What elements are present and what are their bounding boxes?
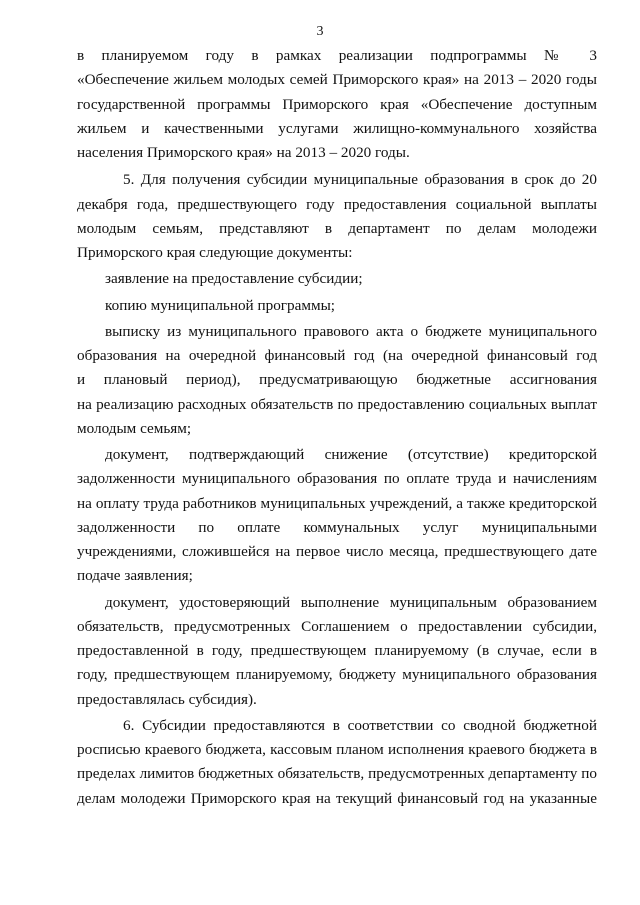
document-body — [77, 44, 597, 811]
text-line: заявление на предоставление субсидии; — [105, 270, 363, 288]
text-line: и плановый период), предусматривающую бюджетные ассигнования — [77, 371, 597, 389]
text-line: году, предшествующем планируемому, бюджету муниципального образования — [77, 666, 597, 684]
text-line: на оплату труда работников муниципальных учреждений, а также кредиторской — [77, 494, 597, 512]
text-line: населения Приморского края» на 2013 – 2020 годы. — [77, 144, 410, 161]
text-line: в планируемом году в рамках реализации подпрограммы № 3 — [77, 47, 597, 64]
text-line: 6. Субсидии предоставляются в соответствии со сводной бюджетной — [123, 716, 597, 734]
text-line: государственной программы Приморского края «Обеспечение доступным — [77, 95, 597, 113]
text-line: «Обеспечение жильем молодых семей Приморского края» на 2013 – 2020 годы — [77, 71, 597, 89]
text-line: предоставленной в году, предшествующем планируемому (в случае, если в — [77, 642, 597, 659]
text-line: образования на очередной финансовый год (на очередной финансовый год — [77, 347, 597, 364]
text-line: молодым семьям; — [77, 419, 192, 437]
text-line: документ, подтверждающий снижение (отсутствие) кредиторской — [105, 446, 597, 463]
text-line: пределах лимитов бюджетных обязательств, предусмотренных департаменту по — [77, 765, 597, 783]
text-line: выписку из муниципального правового акта о бюджете муниципального — [105, 322, 597, 340]
text-line: документ, удостоверяющий выполнение муниципальным образованием — [105, 593, 597, 611]
text-line: Приморского края следующие документы: — [77, 244, 353, 261]
text-line: обязательств, предусмотренных Соглашением о предоставлении субсидии, — [77, 617, 597, 635]
text-line: молодым семьям, представляют в департамент по делам молодежи — [77, 219, 597, 237]
text-line: задолженности муниципального образования по оплате труда и начислениям — [77, 470, 597, 488]
text-line: декабря года, предшествующего году предоставления социальной выплаты — [77, 195, 597, 213]
text-line: делам молодежи Приморского края на текущий финансовый год на указанные — [77, 789, 597, 807]
text-line: копию муниципальной программы; — [105, 296, 335, 314]
text-line: задолженности по оплате коммунальных услуг муниципальными — [77, 518, 597, 536]
text-line: 5. Для получения субсидии муниципальные образования в срок до 20 — [123, 171, 597, 189]
text-line: росписью краевого бюджета, кассовым планом исполнения краевого бюджета в — [77, 741, 597, 758]
text-line: подаче заявления; — [77, 567, 193, 585]
text-line: предоставлялась субсидия). — [77, 690, 257, 708]
text-line: учреждениями, сложившейся на первое число месяца, предшествующего дате — [77, 543, 597, 560]
text-line: на реализацию расходных обязательств по предоставлению социальных выплат — [77, 395, 597, 413]
text-line: жильем и качественными услугами жилищно-коммунального хозяйства — [77, 119, 597, 137]
page-number: 3 — [316, 24, 324, 39]
